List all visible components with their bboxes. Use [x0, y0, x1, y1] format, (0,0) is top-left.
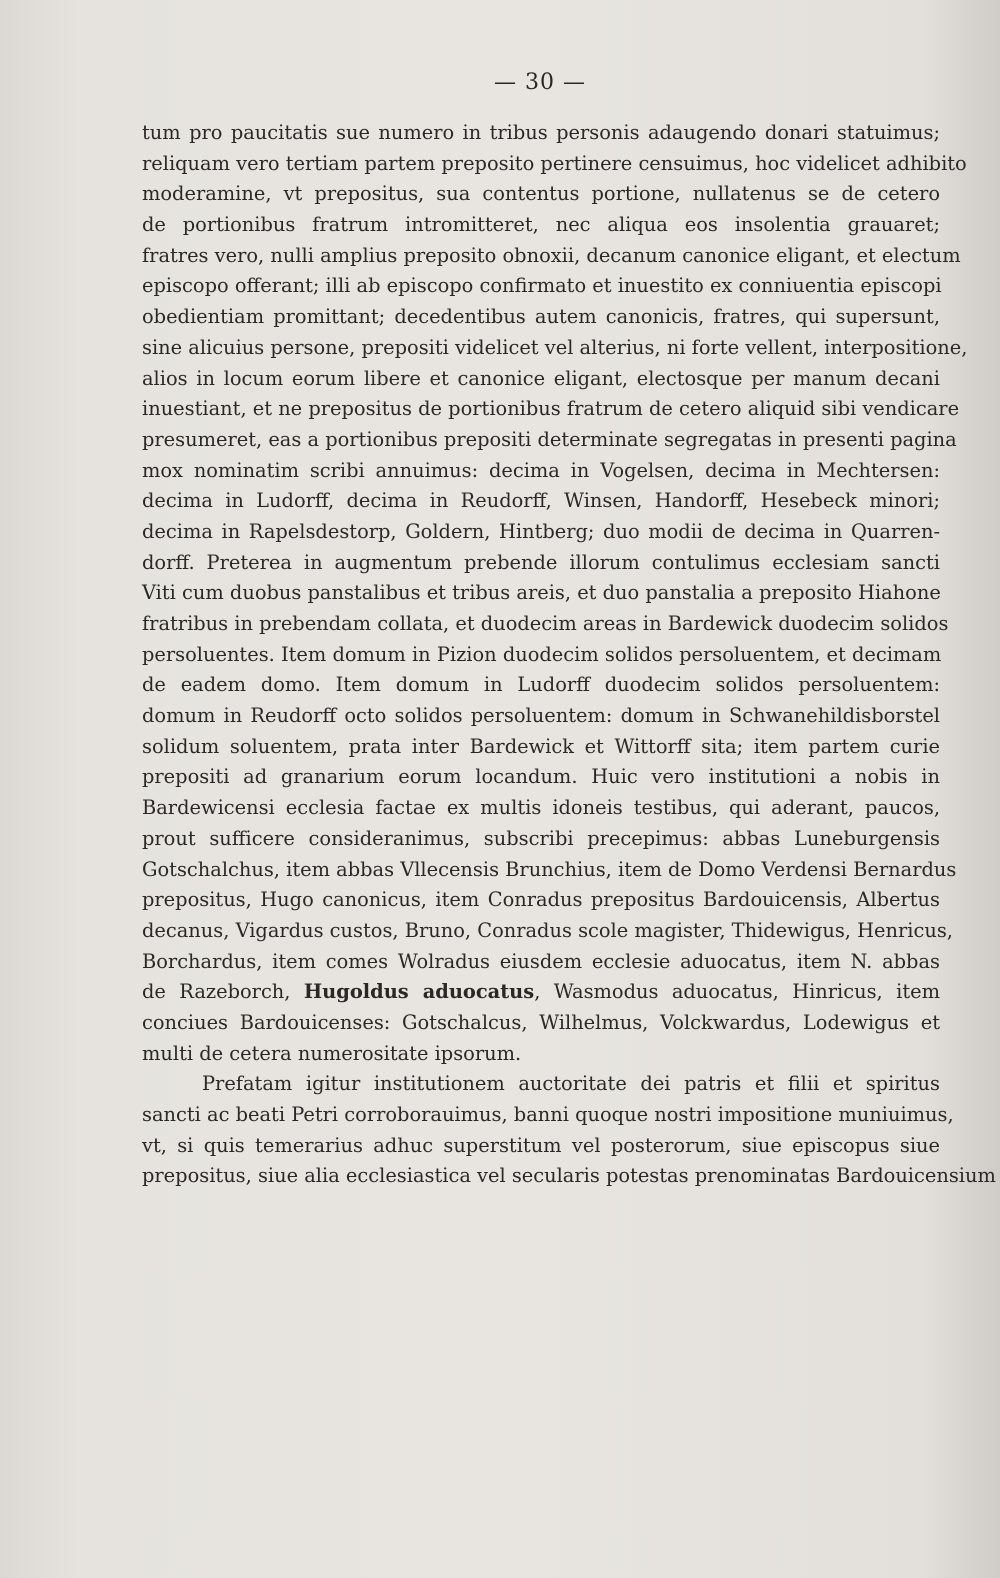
text-line: reliquam vero tertiam partem preposito pertinere censuimus, hoc videlicet adhibito — [142, 151, 967, 175]
text-line: episcopo offerant; illi ab episcopo confirmato et inuestito ex conniuentia episcopi — [142, 274, 942, 298]
text-segment: de Razeborch, — [142, 980, 304, 1004]
text-line: de eadem domo. Item domum in Ludorff duodecim solidos persoluentem: — [142, 673, 940, 697]
text-line: decima in Ludorff, decima in Reudorff, Winsen, Handorff, Hesebeck minori; — [142, 489, 940, 513]
text-line: Borchardus, item comes Wolradus eiusdem ecclesie aduocatus, item N. abbas — [142, 949, 940, 973]
text-line: presumeret, eas a portionibus prepositi determinate segregatas in presenti pagina — [142, 427, 957, 451]
text-line: domum in Reudorff octo solidos persoluentem: domum in Schwanehildisborstel — [142, 704, 940, 728]
text-line: moderamine, vt prepositus, sua contentus portione, nullatenus se de cetero — [142, 182, 940, 206]
text-line: prepositi ad granarium eorum locandum. Huic vero institutioni a nobis in — [142, 765, 940, 789]
text-line: prepositus, siue alia ecclesiastica vel secularis potestas prenominatas Bardouicensium — [142, 1164, 996, 1188]
text-line: vt, si quis temerarius adhuc superstitum vel posterorum, siue episcopus siue — [142, 1133, 940, 1157]
text-line: decanus, Vigardus custos, Bruno, Conradus scole magister, Thidewigus, Henricus, — [142, 918, 953, 942]
body-text — [142, 118, 996, 1192]
text-line: decima in Rapelsdestorp, Goldern, Hintberg; duo modii de decima in Quarren- — [142, 519, 940, 543]
text-line: Gotschalchus, item abbas Vllecensis Brunchius, item de Domo Verdensi Bernardus — [142, 857, 957, 881]
text-line: conciues Bardouicenses: Gotschalcus, Wilhelmus, Volckwardus, Lodewigus et — [142, 1010, 940, 1034]
text-line: Viti cum duobus panstalibus et tribus areis, et duo panstalia a preposito Hiahone — [142, 581, 941, 605]
text-line: de portionibus fratrum intromitteret, nec aliqua eos insolentia grauaret; — [142, 213, 940, 237]
paragraph-end-line: multi de cetera numerositate ipsorum. — [142, 1041, 522, 1065]
text-line: obedientiam promittant; decedentibus autem canonicis, fratres, qui supersunt, — [142, 305, 940, 329]
text-line: fratres vero, nulli amplius preposito obnoxii, decanum canonice eligant, et electum — [142, 243, 961, 267]
text-line: dorff. Preterea in augmentum prebende illorum contulimus ecclesiam sancti — [142, 550, 940, 574]
text-line: prout sufficere consideranimus, subscribi precepimus: abbas Luneburgensis — [142, 826, 940, 850]
paragraph-start-line: Prefatam igitur institutionem auctoritate dei patris et filii et spiritus — [202, 1072, 940, 1096]
text-line-with-bold — [142, 977, 940, 1008]
text-line: persoluentes. Item domum in Pizion duodecim solidos persoluentem, et decimam — [142, 642, 942, 666]
text-line: mox nominatim scribi annuimus: decima in Vogelsen, decima in Mechtersen: — [142, 458, 940, 482]
text-line: Bardewicensi ecclesia factae ex multis idoneis testibus, qui aderant, paucos, — [142, 796, 940, 820]
text-line: sancti ac beati Petri corroborauimus, banni quoque nostri impositione muniuimus, — [142, 1103, 954, 1126]
text-line: prepositus, Hugo canonicus, item Conradus prepositus Bardouicensis, Albertus — [142, 888, 940, 912]
text-line: alios in locum eorum libere et canonice eligant, electosque per manum decani — [142, 366, 940, 390]
text-segment: , Wasmodus aduocatus, Hinricus, item — [534, 980, 940, 1004]
text-line: tum pro paucitatis sue numero in tribus personis adaugendo donari statuimus; — [142, 121, 940, 144]
text-line: sine alicuius persone, prepositi videlicet vel alterius, ni forte vellent, interpositione, — [142, 335, 968, 359]
bold-name: Hugoldus aduocatus — [303, 980, 535, 1004]
text-line: solidum soluentem, prata inter Bardewick et Wittorff sita; item partem curie — [142, 734, 940, 758]
text-line: inuestiant, et ne prepositus de portionibus fratrum de cetero aliquid sibi vendicare — [142, 397, 960, 421]
text-line: fratribus in prebendam collata, et duodecim areas in Bardewick duodecim solidos — [142, 612, 949, 635]
page-number: — 30 — — [494, 70, 586, 95]
